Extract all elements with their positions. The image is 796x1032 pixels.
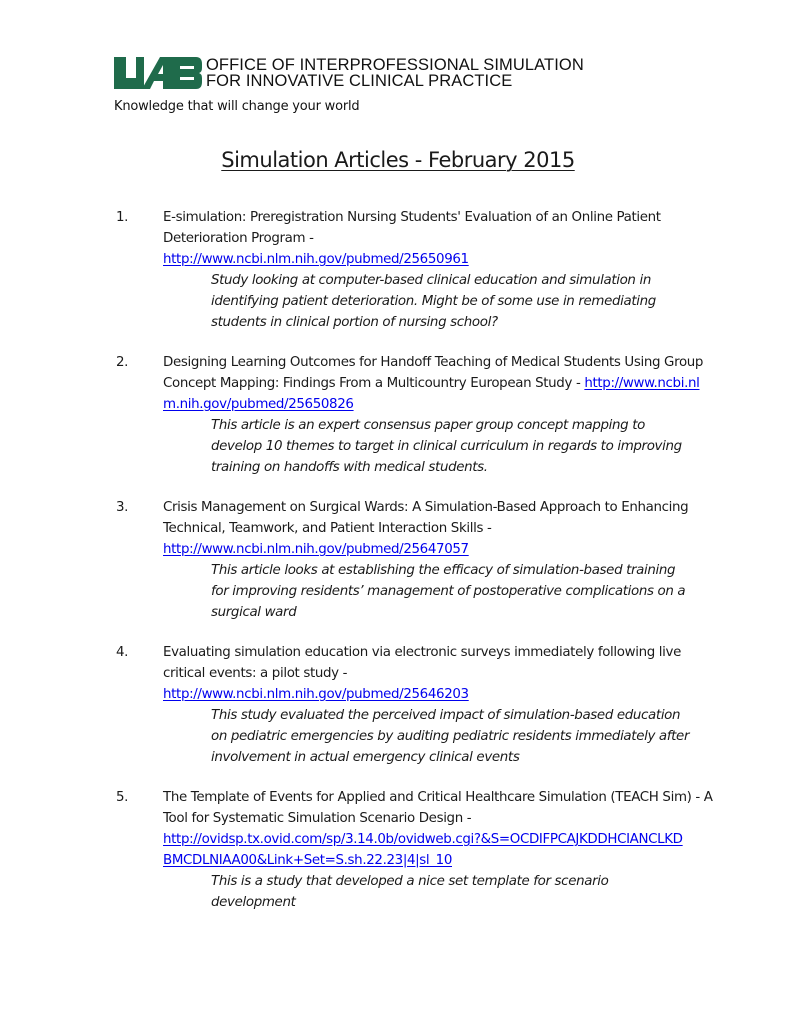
letterhead (114, 56, 634, 90)
article-item (0, 497, 796, 623)
article-number: 5. (116, 790, 129, 805)
article-title: Crisis Management on Surgical Wards: A Simulation-Based Approach to Enhancing Technical, Teamwork, and Patient Interaction Skills - (163, 500, 689, 536)
article-link[interactable]: http://www.ncbi.nlm.nih.gov/pubmed/25650961 (163, 252, 469, 267)
office-name (206, 57, 584, 89)
article-description: Study looking at computer-based clinical education and simulation in identifying patient deterioration. Might be of some use in remediating students in clinical portion of nursing school? (211, 273, 656, 330)
article-link[interactable]: http://www.ncbi.nlm.nih.gov/pubmed/25647057 (163, 542, 469, 557)
uab-logo (114, 57, 202, 89)
logo-row (114, 56, 634, 90)
office-name-line-1: OFFICE OF INTERPROFESSIONAL SIMULATION (206, 56, 584, 74)
article-title: Designing Learning Outcomes for Handoff Teaching of Medical Students Using Group Concept Mapping: Findings From a Multicountry European Study - (163, 355, 704, 391)
article-item (0, 352, 796, 478)
article-link[interactable]: http://ovidsp.tx.ovid.com/sp/3.14.0b/ovidweb.cgi?&S=OCDIFPCAJKDDHCIANCLKDBMCDLNIAA00&Link+Set=S.sh.22.23|4|sl_10 (163, 832, 683, 868)
tagline: Knowledge that will change your world (114, 99, 360, 114)
article-item (0, 207, 796, 333)
article-description: This study evaluated the perceived impact of simulation-based education on pediatric emergencies by auditing pediatric residents immediately after involvement in actual emergency clinical events (211, 708, 690, 765)
document-title (0, 148, 796, 172)
article-description: This is a study that developed a nice set template for scenario development (211, 874, 609, 910)
article-number: 4. (116, 645, 129, 660)
article-list (0, 207, 796, 932)
article-number: 2. (116, 355, 129, 370)
article-number: 1. (116, 210, 129, 225)
article-link[interactable]: http://www.ncbi.nlm.nih.gov/pubmed/25650826 (163, 376, 700, 412)
office-name-line-2: FOR INNOVATIVE CLINICAL PRACTICE (206, 72, 513, 90)
article-link[interactable]: http://www.ncbi.nlm.nih.gov/pubmed/25646203 (163, 687, 469, 702)
article-description: This article looks at establishing the efficacy of simulation-based training for improving residents’ management of postoperative complications on a surgical ward (211, 563, 686, 620)
article-item (0, 642, 796, 768)
article-title: E-simulation: Preregistration Nursing Students' Evaluation of an Online Patient Deterioration Program - (163, 210, 661, 246)
article-description: This article is an expert consensus paper group concept mapping to develop 10 themes to target in clinical curriculum in regards to improving training on handoffs with medical students. (211, 418, 682, 475)
article-item (0, 787, 796, 913)
article-title: Evaluating simulation education via electronic surveys immediately following live critical events: a pilot study - (163, 645, 681, 681)
article-title: The Template of Events for Applied and Critical Healthcare Simulation (TEACH Sim) - A Tool for Systematic Simulation Scenario Design - (163, 790, 713, 826)
article-number: 3. (116, 500, 129, 515)
document-title-text: Simulation Articles - February 2015 (221, 148, 575, 172)
